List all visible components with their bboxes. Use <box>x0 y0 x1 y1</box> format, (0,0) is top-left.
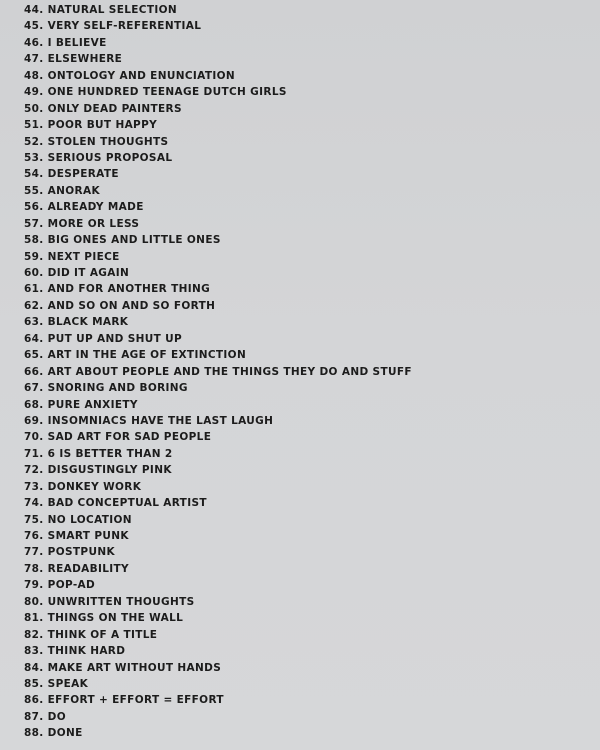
list-item: 50. ONLY DEAD PAINTERS <box>24 102 182 115</box>
list-item: 57. MORE OR LESS <box>24 217 140 230</box>
list-item: 73. DONKEY WORK <box>24 480 142 493</box>
list-item: 51. POOR BUT HAPPY <box>24 119 158 132</box>
list-item: 76. SMART PUNK <box>24 530 129 542</box>
list-item: 64. PUT UP AND SHUT UP <box>24 332 183 345</box>
list-item: 62. AND SO ON AND SO FORTH <box>24 299 216 312</box>
list-item: 44. NATURAL SELECTION <box>24 4 178 16</box>
list-item: 45. VERY SELF-REFERENTIAL <box>24 20 202 33</box>
list-item: 55. ANORAK <box>24 184 100 197</box>
list-item: 54. DESPERATE <box>24 168 119 181</box>
list-item: 84. MAKE ART WITHOUT HANDS <box>24 661 222 674</box>
list-item: 75. NO LOCATION <box>24 513 132 526</box>
list-item: 46. I BELIEVE <box>24 36 107 49</box>
list-item: 74. BAD CONCEPTUAL ARTIST <box>24 497 207 510</box>
list-item: 66. ART ABOUT PEOPLE AND THE THINGS THEY DO AND STUFF <box>24 365 412 378</box>
list-item: 80. UNWRITTEN THOUGHTS <box>24 595 195 608</box>
list-item: 82. THINK OF A TITLE <box>24 628 158 641</box>
list-item: 77. POSTPUNK <box>24 546 115 559</box>
list-item: 58. BIG ONES AND LITTLE ONES <box>24 234 221 247</box>
list-item: 48. ONTOLOGY AND ENUNCIATION <box>24 69 236 82</box>
list-item: 86. EFFORT + EFFORT = EFFORT <box>24 694 224 707</box>
list-item: 59. NEXT PIECE <box>24 250 120 263</box>
list-item: 47. ELSEWHERE <box>24 53 123 66</box>
list-item: 60. DID IT AGAIN <box>24 267 130 279</box>
list-item: 87. DO <box>24 710 66 723</box>
list-item: 67. SNORING AND BORING <box>24 382 188 395</box>
list-item: 63. BLACK MARK <box>24 316 129 329</box>
list-item: 81. THINGS ON THE WALL <box>24 612 184 625</box>
list-item: 71. 6 IS BETTER THAN 2 <box>24 447 173 460</box>
list-item: 88. DONE <box>24 727 83 740</box>
list-item: 69. INSOMNIACS HAVE THE LAST LAUGH <box>24 414 274 427</box>
list-item: 83. THINK HARD <box>24 645 126 658</box>
list-item: 52. STOLEN THOUGHTS <box>24 135 169 148</box>
list-item: 78. READABILITY <box>24 562 130 575</box>
list-item: 56. ALREADY MADE <box>24 201 144 214</box>
list-item: 61. AND FOR ANOTHER THING <box>24 283 211 296</box>
list-item: 85. SPEAK <box>24 677 89 690</box>
list-item: 65. ART IN THE AGE OF EXTINCTION <box>24 349 247 362</box>
list-item: 49. ONE HUNDRED TEENAGE DUTCH GIRLS <box>24 86 287 99</box>
list-item: 53. SERIOUS PROPOSAL <box>24 151 173 164</box>
list-item: 68. PURE ANXIETY <box>24 398 138 411</box>
list-item: 79. POP-AD <box>24 579 96 592</box>
title-list <box>24 2 412 742</box>
list-item: 70. SAD ART FOR SAD PEOPLE <box>24 431 212 444</box>
list-item: 72. DISGUSTINGLY PINK <box>24 464 172 477</box>
